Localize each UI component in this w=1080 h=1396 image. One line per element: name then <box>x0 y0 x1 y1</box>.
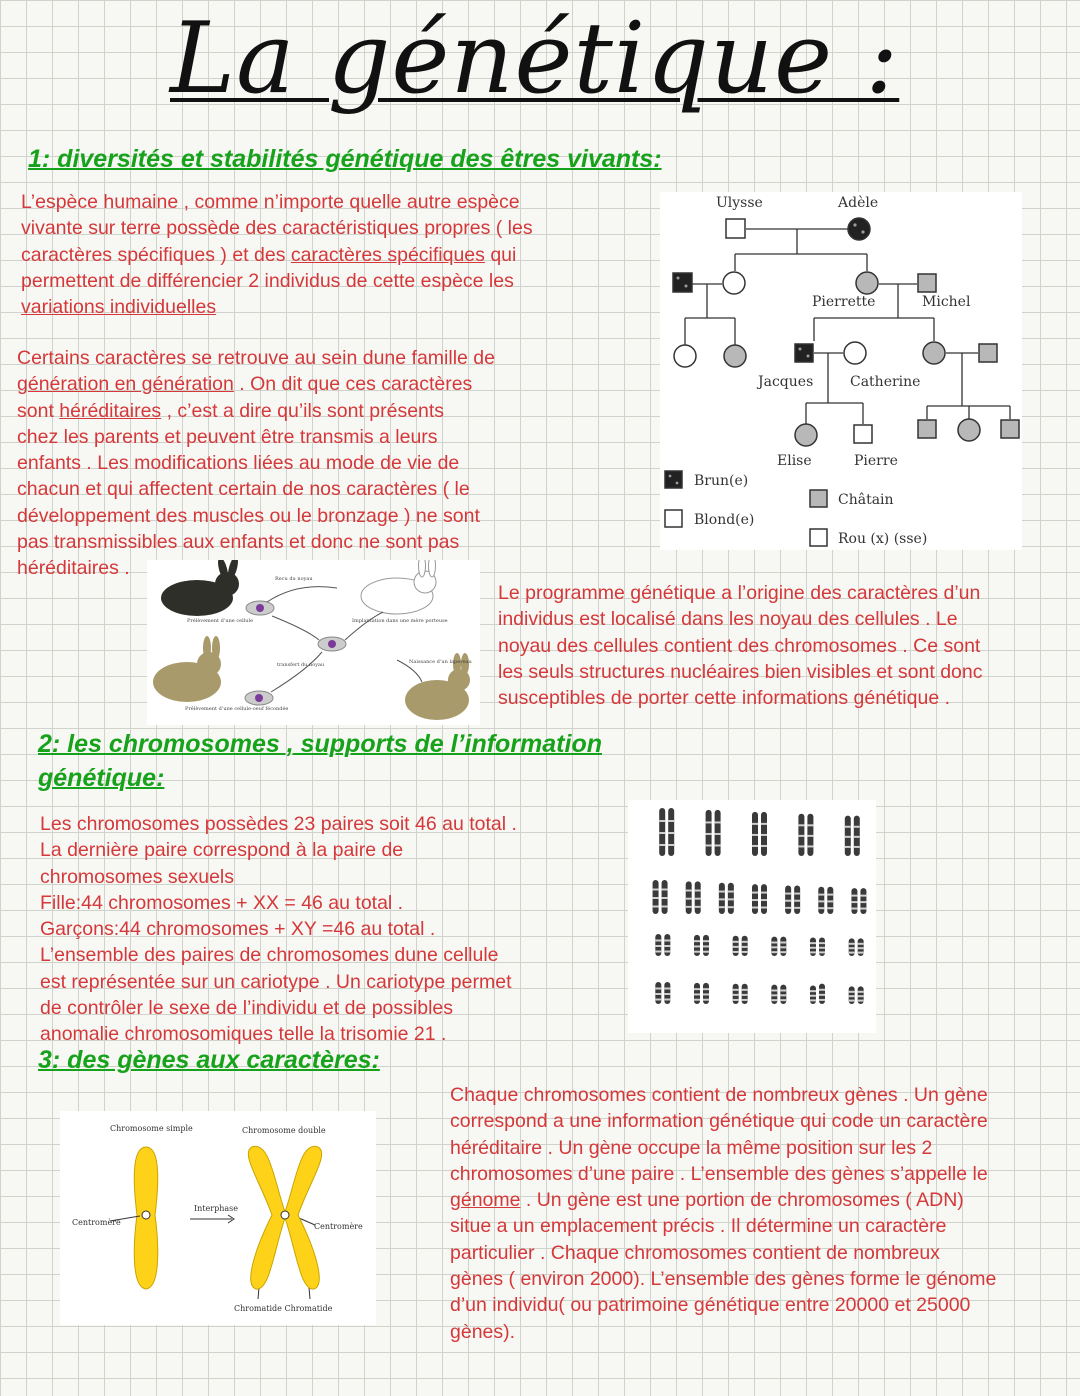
chromosome-band <box>794 900 800 902</box>
chromosome-band <box>780 951 786 953</box>
chromosome-band <box>771 999 777 1001</box>
chromosome-band <box>860 908 866 910</box>
chromosome-band <box>794 907 800 909</box>
name-elise: Elise <box>777 453 812 469</box>
chromosome-band <box>664 951 670 953</box>
name-catherine: Catherine <box>850 374 921 390</box>
chromosome-band <box>715 821 721 823</box>
chromosome-band <box>664 940 670 942</box>
chromosome-band <box>706 844 712 846</box>
text-line: Chaque chromosomes contient de nombreux gènes . Un gène <box>450 1084 988 1106</box>
single-chromosome-icon <box>134 1147 158 1289</box>
chromosome-band <box>719 906 725 908</box>
chromosome-band <box>845 826 851 828</box>
chromosome-band <box>851 908 857 910</box>
chromosome-band <box>819 942 825 944</box>
chromosome-band <box>662 906 668 908</box>
chromosome-band <box>827 907 833 909</box>
chromosome-band <box>752 834 758 836</box>
text-segment: , c’est a dire qu’ils sont présents <box>161 399 445 422</box>
legend-brun: Brun(e) <box>694 473 749 489</box>
chromosome-band <box>771 951 777 953</box>
chromosome-band <box>686 898 692 900</box>
chromosome-band <box>771 941 777 943</box>
section1-paragraph3 <box>498 580 1068 711</box>
text-line: noyau des cellules contient des chromosomes . Ce sont <box>498 634 981 657</box>
text-line: chacun et qui affectent certain de nos caractères ( le <box>17 478 470 501</box>
chromosome-band <box>742 994 748 996</box>
chromosome-band <box>807 824 813 826</box>
underlined-term: caractères spécifiques <box>290 243 485 266</box>
text-line: permettent de différencier 2 individus de cette espèce les <box>21 269 514 292</box>
text-line: La dernière paire correspond à la paire de <box>40 839 404 862</box>
section3-heading: 3: des gènes aux caractères: <box>38 1046 380 1074</box>
text-line <box>17 398 577 424</box>
chromosome-mark <box>695 881 701 914</box>
chromosome-mark <box>845 816 851 856</box>
chromosome-band <box>733 999 739 1001</box>
chromosome-band <box>655 945 661 947</box>
chromosome-band <box>849 1000 855 1002</box>
chromosome-band <box>653 889 659 891</box>
chromosome-band <box>785 900 791 902</box>
chromosome-band <box>703 999 709 1001</box>
chromosome-band <box>694 988 700 990</box>
chromosome-band <box>761 899 767 901</box>
label-chromosome-double: Chromosome double <box>242 1126 326 1135</box>
chromosome-band <box>659 844 665 846</box>
chromosome-band <box>728 898 734 900</box>
chromosome-band <box>752 899 758 901</box>
chromosome-band <box>695 906 701 908</box>
chromosome-band <box>780 989 786 991</box>
chromosome-band <box>761 834 767 836</box>
chromosome-band <box>858 947 864 949</box>
name-michel: Michel <box>922 294 971 310</box>
chromosome-figure <box>60 1111 376 1325</box>
chromosome-band <box>810 995 816 997</box>
text-line: correspond a une information génétique qui code un caractère <box>450 1110 988 1133</box>
chromosome-band <box>845 846 851 848</box>
chromosome-band <box>694 951 700 953</box>
chromosome-band <box>668 820 674 822</box>
text-line: Fille:44 chromosomes + XX = 46 au total . <box>40 891 404 914</box>
section1-paragraph2 <box>17 345 577 582</box>
text-line: les seuls structures nucléaires bien visibles et sont donc <box>498 660 983 683</box>
chromosome-band <box>807 835 813 837</box>
chromosome-band <box>655 999 661 1001</box>
label-interphase: Interphase <box>194 1204 238 1213</box>
chromosome-band <box>849 952 855 954</box>
chromosome-band <box>858 991 864 993</box>
text-line: situe a un emplacement précis . Il détermine un caractère <box>450 1215 947 1238</box>
chromosome-band <box>810 942 816 944</box>
chromosome-band <box>845 836 851 838</box>
text-line: L’espèce humaine , comme n’importe quelle autre espèce <box>21 191 520 213</box>
text-line: susceptibles de porter cette informations génétique . <box>498 687 951 710</box>
chromosome-band <box>752 907 758 909</box>
chromosome-band <box>780 994 786 996</box>
chromosome-band <box>780 999 786 1001</box>
underlined-term: génération en génération <box>17 373 234 396</box>
chromosome-band <box>761 907 767 909</box>
chromosome-band <box>703 945 709 947</box>
section2-paragraph <box>40 811 600 1048</box>
chromosome-band <box>703 993 709 995</box>
text-line: L’ensemble des paires de chromosomes dune cellule <box>40 944 499 967</box>
chromosome-band <box>851 895 857 897</box>
label-chromosome-simple: Chromosome simple <box>110 1124 193 1133</box>
chromosome-band <box>733 994 739 996</box>
chromosome-band <box>860 901 866 903</box>
chromosome-band <box>785 907 791 909</box>
name-adele: Adèle <box>838 195 879 211</box>
chromosome-band <box>761 823 767 825</box>
chromosome-band <box>771 994 777 996</box>
chromosome-band <box>655 988 661 990</box>
chromosome-band <box>742 946 748 948</box>
text-line: Les chromosomes possèdes 23 paires soit 46 au total . <box>40 813 517 835</box>
chromosome-band <box>818 907 824 909</box>
chromosome-band <box>761 892 767 894</box>
text-line: de contrôler le sexe de l’individu et de possibles <box>40 997 453 1020</box>
name-ulysse: Ulysse <box>716 195 763 211</box>
text-line: gènes). <box>450 1320 516 1343</box>
chromosome-band <box>798 835 804 837</box>
chromosome-band <box>694 999 700 1001</box>
text-line: enfants . Les modifications liées au mode de vie de <box>17 452 460 475</box>
chromosome-mark <box>854 816 860 856</box>
chromosome-band <box>780 941 786 943</box>
label-centromere-left: Centromère <box>72 1218 121 1227</box>
name-pierrette: Pierrette <box>812 294 876 310</box>
chromosome-band <box>794 893 800 895</box>
chromosome-band <box>810 951 816 953</box>
chromosome-band <box>810 947 816 949</box>
karyotype-image <box>628 800 876 1033</box>
chromosome-band <box>694 993 700 995</box>
chromosome-band <box>694 945 700 947</box>
chromosome-band <box>664 993 670 995</box>
chromosome-band <box>664 945 670 947</box>
chromosome-band <box>715 844 721 846</box>
chromosome-band <box>664 999 670 1001</box>
chromosome-band <box>854 846 860 848</box>
chromosome-band <box>849 991 855 993</box>
chromosome-band <box>728 906 734 908</box>
chromosome-band <box>849 995 855 997</box>
chromosome-band <box>728 891 734 893</box>
text-line: Le programme génétique a l’origine des caractères d’un <box>498 582 981 604</box>
chromosome-band <box>733 951 739 953</box>
chromosome-band <box>818 894 824 896</box>
chromosome-band <box>858 952 864 954</box>
text-line: vivante sur terre possède des caractéristiques propres ( les <box>21 217 533 240</box>
pedigree-tree <box>660 192 1022 550</box>
chromosome-band <box>653 906 659 908</box>
chromosome-band <box>854 826 860 828</box>
chromosome-band <box>761 845 767 847</box>
chromosome-band <box>851 901 857 903</box>
text-line: héréditaire . Un gène occupe la même position sur les 2 <box>450 1136 933 1159</box>
chromosome-band <box>849 943 855 945</box>
underlined-term: variations individuelles <box>21 296 217 319</box>
underlined-term: héréditaires <box>59 399 162 422</box>
chromosome-band <box>742 999 748 1001</box>
chromosome-band <box>858 995 864 997</box>
text-line <box>450 1187 1080 1213</box>
chromosome-band <box>719 891 725 893</box>
chromosome-mark <box>728 883 734 914</box>
chromosome-band <box>785 893 791 895</box>
chromosome-band <box>771 989 777 991</box>
chromosome-band <box>810 990 816 992</box>
text-line: est représentée sur un cariotype . Un cariotype permet <box>40 970 512 993</box>
name-jacques: Jacques <box>758 374 814 390</box>
section1-heading: 1: diversités et stabilités génétique des êtres vivants: <box>28 145 662 173</box>
chromosome-band <box>807 845 813 847</box>
text-line <box>21 242 621 268</box>
chromosome-band <box>655 993 661 995</box>
chromosome-band <box>703 951 709 953</box>
text-segment: caractères spécifiques ) et des <box>21 243 291 266</box>
text-line: pas transmissibles aux enfants et donc ne sont pas <box>17 531 460 554</box>
white-rabbit-icon <box>361 560 436 614</box>
chromosome-band <box>719 898 725 900</box>
chromosome-band <box>686 906 692 908</box>
text-line: développement des muscles ou le bronzage ) ne sont <box>17 504 480 527</box>
chromosome-mark <box>715 810 721 856</box>
label-implantation: Implantation dans une mère porteuse <box>352 618 448 624</box>
text-line: d’un individu( ou patrimoine génétique entre 20000 et 25000 <box>450 1294 971 1317</box>
chromosome-band <box>819 989 825 991</box>
double-chromosome-icon <box>248 1146 321 1289</box>
label-prelevement: Prélèvement d’une cellule <box>187 618 254 624</box>
chromosome-band <box>653 897 659 899</box>
chromosome-band <box>662 897 668 899</box>
chromosome-band <box>771 946 777 948</box>
chromosome-band <box>664 988 670 990</box>
text-segment: . Un gène est une portion de chromosomes ( ADN) <box>520 1189 964 1212</box>
brown-rabbit-icon <box>153 636 221 702</box>
chromosome-band <box>827 900 833 902</box>
label-chromatides: Chromatide Chromatide <box>234 1304 333 1313</box>
label-centromere-right: Centromère <box>314 1222 363 1231</box>
chromosome-band <box>858 1000 864 1002</box>
chromosome-figure-image <box>60 1111 376 1325</box>
text-line <box>17 371 577 397</box>
name-pierre: Pierre <box>854 453 898 469</box>
text-line: chez les parents et peuvent être transmis a leurs <box>17 425 438 448</box>
legend-chatain: Châtain <box>838 492 894 508</box>
legend-blond: Blond(e) <box>694 512 755 528</box>
section1-paragraph1 <box>21 189 621 320</box>
chromosome-band <box>659 820 665 822</box>
legend-roux: Rou (x) (sse) <box>838 531 928 547</box>
text-segment: sont <box>17 399 60 422</box>
chromosome-band <box>695 890 701 892</box>
chromosome-mark <box>794 885 800 914</box>
rabbit-cloning-diagram <box>147 560 480 725</box>
chromosome-band <box>655 951 661 953</box>
chromosome-band <box>798 824 804 826</box>
chromosome-band <box>703 940 709 942</box>
label-naissance: Naissance d’un lapereau <box>409 659 472 665</box>
text-line: héréditaires . <box>17 557 130 580</box>
text-line: Certains caractères se retrouve au sein dune famille de <box>17 347 495 369</box>
page-title: La génétique : <box>170 2 900 116</box>
section3-paragraph <box>450 1082 1080 1345</box>
chromosome-band <box>752 892 758 894</box>
chromosome-band <box>780 946 786 948</box>
label-transfert: transfert du noyau <box>277 662 325 668</box>
chromosome-band <box>854 836 860 838</box>
chromosome-band <box>752 845 758 847</box>
chromosome-band <box>819 999 825 1001</box>
text-segment: . On dit que ces caractères <box>233 373 473 396</box>
chromosome-band <box>668 844 674 846</box>
chromosome-band <box>715 833 721 835</box>
chromosome-band <box>659 832 665 834</box>
chromosome-band <box>860 895 866 897</box>
chromosome-band <box>858 943 864 945</box>
text-line: anomalie chromosomiques telle la trisomie 21 . <box>40 1023 447 1046</box>
chromosome-band <box>810 999 816 1001</box>
chromosome-band <box>849 947 855 949</box>
chromosome-band <box>686 890 692 892</box>
chromosome-band <box>694 940 700 942</box>
chromosome-band <box>695 898 701 900</box>
chromosome-band <box>742 989 748 991</box>
chromosome-band <box>752 823 758 825</box>
text-segment: qui <box>484 243 517 266</box>
black-rabbit-icon <box>161 560 240 616</box>
chromosome-band <box>819 947 825 949</box>
chromosome-band <box>733 989 739 991</box>
section2-heading <box>38 727 602 795</box>
text-line: chromosomes d’une paire . L’ensemble des gènes s’appelle le <box>450 1162 988 1185</box>
chromosome-mark <box>686 881 692 914</box>
chromosome-band <box>819 994 825 996</box>
chromosome-band <box>798 845 804 847</box>
chromosome-band <box>742 941 748 943</box>
chromosome-band <box>706 833 712 835</box>
chromosome-band <box>655 940 661 942</box>
karyotype <box>628 800 876 1033</box>
text-line: chromosomes sexuels <box>40 865 234 888</box>
text-line: particulier . Chaque chromosomes contient de nombreux <box>450 1241 940 1264</box>
label-oeuf: Prélèvement d’une cellule-oeuf fécondée <box>185 706 289 712</box>
text-line: individus est localisé dans les noyau des cellules . Le <box>498 608 958 631</box>
underlined-term: génome <box>450 1189 521 1212</box>
chromosome-mark <box>706 810 712 856</box>
text-line: Garçons:44 chromosomes + XY =46 au total . <box>40 918 436 941</box>
chromosome-mark <box>719 883 725 914</box>
heading-line: 2: les chromosomes , supports de l’information <box>38 730 602 758</box>
chromosome-band <box>662 889 668 891</box>
label-noyau: Recu du noyau <box>275 576 313 582</box>
chromosome-band <box>818 900 824 902</box>
chromosome-band <box>733 946 739 948</box>
chromosome-band <box>827 894 833 896</box>
heading-line: génétique: <box>38 764 165 792</box>
pedigree-tree-image <box>660 192 1022 550</box>
chromosome-band <box>733 941 739 943</box>
chromosome-band <box>706 821 712 823</box>
chromosome-band <box>742 951 748 953</box>
text-line: gènes ( environ 2000). L’ensemble des gènes forme le génome <box>450 1268 997 1291</box>
chromosome-band <box>703 988 709 990</box>
chromosome-mark <box>785 885 791 914</box>
chromosome-band <box>819 951 825 953</box>
chromosome-band <box>668 832 674 834</box>
cloning-diagram-image <box>147 560 480 725</box>
